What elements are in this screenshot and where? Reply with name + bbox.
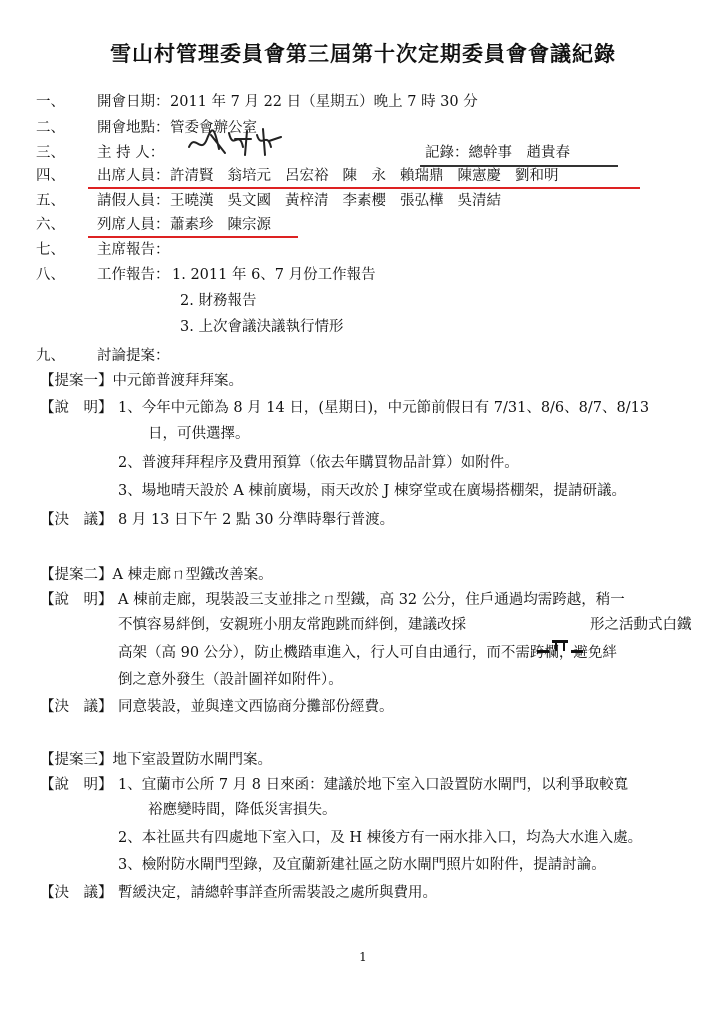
item-4-number: 四、 (36, 168, 65, 184)
item-5-label: 請假人員： (97, 193, 170, 209)
proposal-3-desc-tag: 【說 明】 (40, 777, 113, 793)
attendees-underline (88, 187, 640, 189)
item-2-number: 二、 (36, 120, 65, 136)
absentee: 吳清結 (457, 193, 501, 209)
proposal-2-title: 【提案二】A 棟走廊ㄇ型鐵改善案。 (40, 567, 273, 583)
observer-list (170, 215, 285, 235)
attendee-list (170, 166, 573, 186)
item-1-number: 一、 (36, 94, 65, 110)
item-7-label: 主席報告： (97, 242, 170, 258)
attendee: 劉和明 (515, 168, 559, 184)
attendee: 呂宏裕 (285, 168, 329, 184)
item-9-number: 九、 (36, 348, 65, 364)
work-report-3: 3. 上次會議決議執行情形 (180, 319, 344, 335)
work-report-1: 1. 2011 年 6、7 月份工作報告 (172, 267, 376, 283)
proposal-3-title: 【提案三】地下室設置防水閘門案。 (40, 752, 272, 768)
proposal-1-desc-tag: 【說 明】 (40, 400, 113, 416)
item-8-label: 工作報告： (97, 267, 170, 283)
work-report-2: 2. 財務報告 (180, 293, 257, 309)
item-1-label: 開會日期： (97, 94, 170, 110)
absentee: 李素櫻 (342, 193, 386, 209)
item-7-number: 七、 (36, 242, 65, 258)
proposal-1-desc-line: 日，可供選擇。 (148, 426, 250, 442)
observer: 蕭素珍 (170, 217, 214, 233)
item-5-number: 五、 (36, 193, 65, 209)
attendee: 賴瑞鼎 (400, 168, 444, 184)
proposal-1-resolution: 8 月 13 日下午 2 點 30 分準時舉行普渡。 (118, 512, 395, 528)
proposal-2-desc-tag: 【說 明】 (40, 592, 113, 608)
item-3-number: 三、 (36, 145, 65, 161)
proposal-1-res-tag: 【決 議】 (40, 512, 113, 528)
meeting-date: 2011 年 7 月 22 日（星期五）晚上 7 時 30 分 (170, 94, 478, 110)
proposal-2-resolution: 同意裝設，並與達文西協商分攤部份經費。 (118, 699, 394, 715)
item-2-label: 開會地點： (97, 120, 170, 136)
proposal-3-desc-line: 1、宜蘭市公所 7 月 8 日來函：建議於地下室入口設置防水閘門，以利爭取較寬 (118, 777, 629, 793)
proposal-2-desc-line: 高架（高 90 公分），防止機踏車進入，行人可自由通行，而不需跨欄，避免絆 (118, 645, 617, 661)
proposal-2-desc-line: 形之活動式白鐵 (590, 617, 692, 633)
attendee: 陳 永 (342, 168, 386, 184)
chair-signature (185, 125, 285, 157)
item-9-label: 討論提案： (97, 348, 170, 364)
item-4-label: 出席人員： (97, 168, 170, 184)
proposal-2-desc-line: 不慎容易絆倒，安親班小朋友常跑跳而絆倒，建議改採 (118, 617, 466, 633)
proposal-3-resolution: 暫緩決定，請總幹事詳查所需裝設之處所與費用。 (118, 885, 437, 901)
proposal-1-desc-line: 3、場地晴天設於 A 棟前廣場，雨天改於 J 棟穿堂或在廣場搭棚架，提請研議。 (118, 483, 626, 499)
proposal-3-desc-line: 3、檢附防水閘門型錄，及宜蘭新建社區之防水閘門照片如附件，提請討論。 (118, 857, 606, 873)
proposal-3-desc-line: 裕應變時間，降低災害損失。 (148, 802, 337, 818)
item-8-number: 八、 (36, 267, 65, 283)
proposal-1-title: 【提案一】中元節普渡拜拜案。 (40, 373, 243, 389)
proposal-2-desc-line: 倒之意外發生（設計圖祥如附件）。 (118, 672, 343, 688)
proposal-2-desc-line: A 棟前走廊，現裝設三支並排之ㄇ型鐵，高 32 公分，住戶通過均需跨越，稍一 (118, 592, 625, 608)
item-6-label: 列席人員： (97, 217, 170, 233)
attendee: 翁培元 (227, 168, 271, 184)
item-6-number: 六、 (36, 217, 65, 233)
absentee: 張弘樺 (400, 193, 444, 209)
recorder: 記錄：總幹事 趙貴春 (425, 145, 570, 161)
attendee: 許清賢 (170, 168, 214, 184)
proposal-1-desc-line: 1、今年中元節為 8 月 14 日，(星期日)，中元節前假日有 7/31、8/6、8/7、8/13 (118, 400, 650, 416)
observers-underline (88, 236, 298, 238)
meeting-location: 管委會辦公室 (170, 120, 257, 136)
observer: 陳宗源 (227, 217, 271, 233)
absentee: 黃梓清 (285, 193, 329, 209)
attendee: 陳憲慶 (457, 168, 501, 184)
page-title: 雪山村管理委員會第三屆第十次定期委員會會議紀錄 (110, 41, 616, 66)
item-3-label: 主 持 人： (97, 145, 165, 161)
absentee-list (170, 191, 515, 211)
absentee: 吳文國 (227, 193, 271, 209)
absentee: 王曉漢 (170, 193, 214, 209)
proposal-3-res-tag: 【決 議】 (40, 885, 113, 901)
proposal-3-desc-line: 2、本社區共有四處地下室入口，及 H 棟後方有一兩水排入口，均為大水進入處。 (118, 830, 643, 846)
page-number: 1 (359, 950, 367, 964)
proposal-2-res-tag: 【決 議】 (40, 699, 113, 715)
proposal-1-desc-line: 2、普渡拜拜程序及費用預算（依去年購買物品計算）如附件。 (118, 455, 519, 471)
